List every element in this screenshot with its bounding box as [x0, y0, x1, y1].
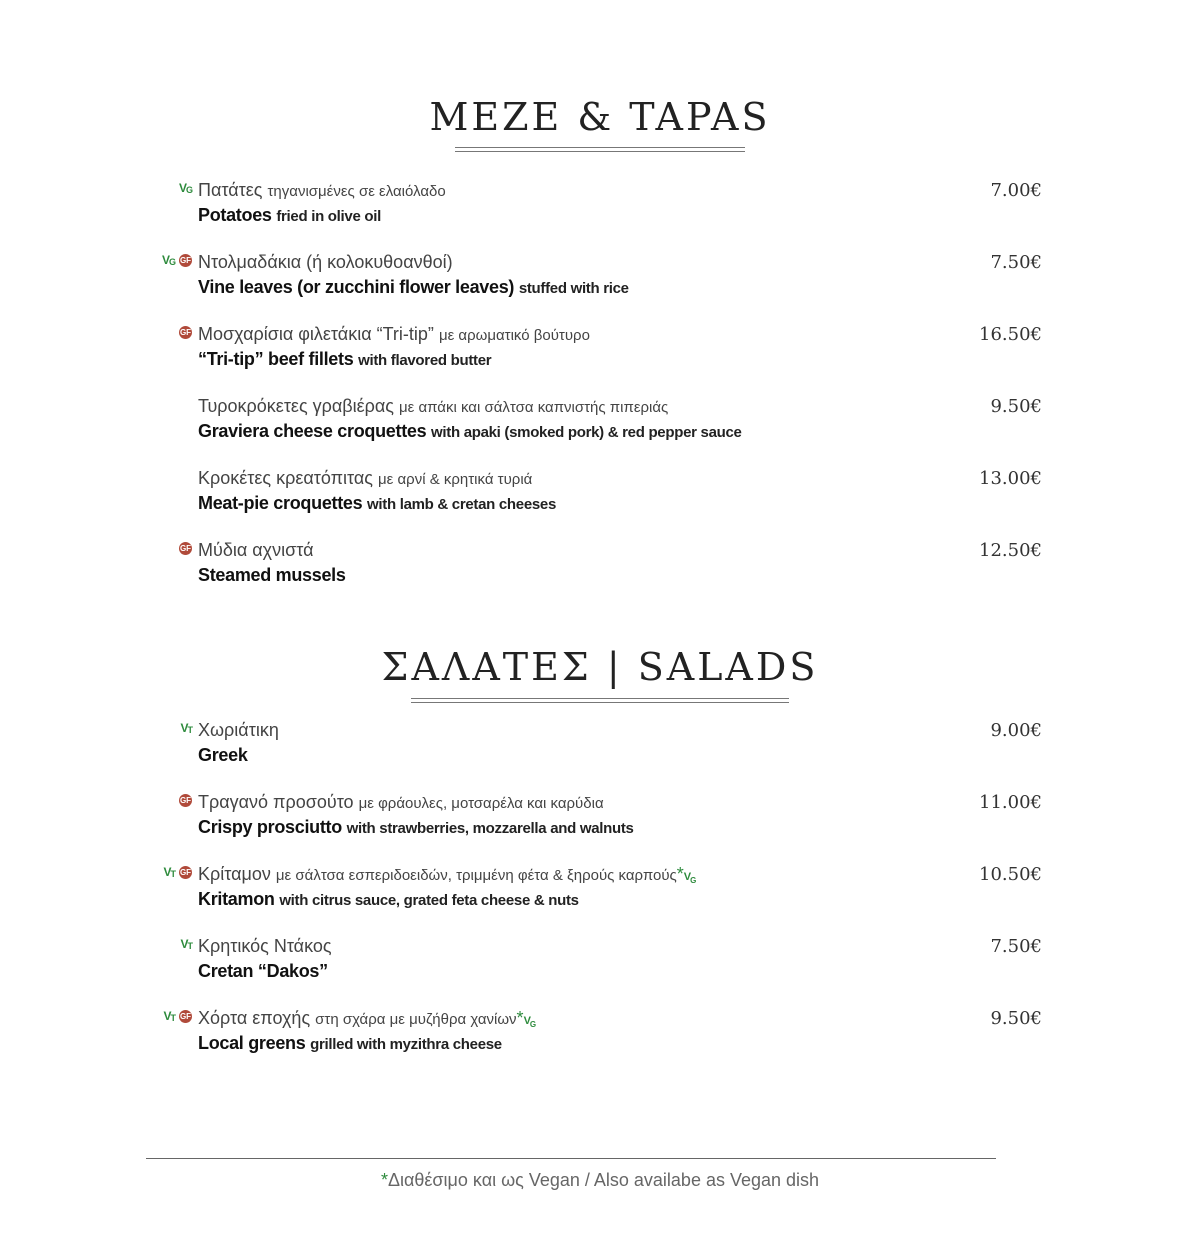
- menu-item: [0, 396, 1200, 456]
- item-greek-line: [198, 180, 446, 201]
- menu-item: [0, 180, 1200, 240]
- item-price: 10.50€: [979, 864, 1042, 885]
- item-english-desc: fried in olive oil: [276, 208, 381, 225]
- item-greek-desc: με αρνί & κρητικά τυριά: [378, 471, 533, 488]
- item-greek-line: [198, 1008, 535, 1029]
- gluten-free-icon: GF: [179, 794, 192, 807]
- item-greek-name: Χωριάτικη: [198, 720, 279, 740]
- menu-item: [0, 540, 1200, 600]
- item-english-name: Crispy prosciutto: [198, 817, 342, 837]
- diet-icons: [179, 326, 192, 339]
- item-greek-desc: τηγανισμένες σε ελαιόλαδο: [267, 183, 446, 200]
- vegan-option-icon: $V_G$: [683, 871, 696, 886]
- item-english-name: Local greens: [198, 1033, 306, 1053]
- diet-icons: [179, 542, 192, 555]
- title-underline: [455, 151, 745, 152]
- item-greek-line: [198, 252, 453, 273]
- diet-icons: [163, 1010, 192, 1023]
- item-english-name: Potatoes: [198, 205, 272, 225]
- item-greek-desc: με σάλτσα εσπεριδοειδών, τριμμένη φέτα & ξηρούς καρπούς: [275, 867, 677, 884]
- gluten-free-icon: GF: [179, 542, 192, 555]
- title-underline: [411, 702, 789, 703]
- gluten-free-icon: GF: [179, 326, 192, 339]
- item-price: 16.50€: [979, 324, 1042, 345]
- item-greek-line: [198, 864, 695, 885]
- vegan-star: *: [380, 1170, 388, 1190]
- item-price: 13.00€: [979, 468, 1042, 489]
- gluten-free-icon: GF: [179, 866, 192, 879]
- item-english-line: [198, 421, 742, 442]
- vegan-icon: $V_G$: [161, 253, 175, 267]
- vegan-option-icon: $V_G$: [523, 1015, 536, 1030]
- vegetarian-icon: $V_T$: [163, 1009, 175, 1023]
- item-greek-desc: με φράουλες, μοτσαρέλα και καρύδια: [358, 795, 604, 812]
- item-greek-desc: με απάκι και σάλτσα καπνιστής πιπεριάς: [399, 399, 669, 416]
- item-greek-name: Ντολμαδάκια (ή κολοκυθοανθοί): [198, 252, 453, 272]
- item-english-desc: with apaki (smoked pork) & red pepper sauce: [431, 424, 742, 441]
- title-underline: [455, 147, 745, 148]
- item-price: 7.50€: [990, 936, 1042, 957]
- item-english-line: [198, 349, 491, 370]
- diet-icons: [180, 938, 192, 951]
- item-english-desc: with lamb & cretan cheeses: [367, 496, 556, 513]
- vegan-option-star: *: [676, 864, 684, 884]
- item-greek-line: [198, 792, 604, 813]
- menu-item: [0, 792, 1200, 852]
- item-greek-desc: στη σχάρα με μυζήθρα χανίων: [315, 1011, 517, 1028]
- section-title-salads: ΣΑΛΑΤΕΣ | SALADS: [381, 645, 819, 689]
- item-english-line: [198, 745, 248, 766]
- item-english-line: [198, 961, 328, 982]
- item-price: 9.50€: [990, 396, 1042, 417]
- item-english-line: [198, 565, 346, 586]
- item-english-name: Graviera cheese croquettes: [198, 421, 427, 441]
- item-english-name: Steamed mussels: [198, 565, 346, 585]
- footer-divider: [146, 1158, 996, 1159]
- diet-icons: [180, 722, 192, 735]
- diet-icons: [179, 182, 192, 195]
- item-greek-name: Χόρτα εποχής: [198, 1008, 311, 1028]
- item-english-desc: grilled with myzithra cheese: [310, 1036, 502, 1053]
- menu-item: [0, 324, 1200, 384]
- item-greek-name: Κρίταμον: [198, 864, 271, 884]
- item-english-line: [198, 277, 629, 298]
- menu-item: [0, 720, 1200, 780]
- item-greek-line: [198, 540, 314, 561]
- item-english-name: Greek: [198, 745, 248, 765]
- item-greek-name: Κρητικός Ντάκος: [198, 936, 332, 956]
- menu-item: [0, 936, 1200, 996]
- item-price: 7.50€: [990, 252, 1042, 273]
- item-english-line: [198, 205, 381, 226]
- item-greek-name: Τραγανό προσούτο: [198, 792, 354, 812]
- vegan-icon: $V_G$: [178, 181, 192, 195]
- diet-icons: [163, 866, 192, 879]
- diet-icons: [162, 254, 192, 267]
- item-english-line: [198, 493, 556, 514]
- diet-icons: [179, 794, 192, 807]
- item-greek-name: Πατάτες: [198, 180, 263, 200]
- item-greek-line: [198, 936, 332, 957]
- item-greek-name: Τυροκρόκετες γραβιέρας: [198, 396, 394, 416]
- item-english-name: “Tri-tip” beef fillets: [198, 349, 354, 369]
- item-english-desc: with citrus sauce, grated feta cheese & nuts: [279, 892, 579, 909]
- item-english-name: Meat-pie croquettes: [198, 493, 363, 513]
- item-greek-name: Μοσχαρίσια φιλετάκια “Tri-tip”: [198, 324, 434, 344]
- item-english-line: [198, 1033, 502, 1054]
- item-greek-line: [198, 720, 279, 741]
- item-english-line: [198, 889, 579, 910]
- item-greek-name: Μύδια αχνιστά: [198, 540, 314, 560]
- item-english-name: Vine leaves (or zucchini flower leaves): [198, 277, 515, 297]
- vegetarian-icon: $V_T$: [180, 721, 192, 735]
- item-english-name: Kritamon: [198, 889, 275, 909]
- footer-note: [0, 1170, 1200, 1191]
- item-price: 7.00€: [990, 180, 1042, 201]
- item-greek-name: Κροκέτες κρεατόπιτας: [198, 468, 373, 488]
- vegetarian-icon: $V_T$: [180, 937, 192, 951]
- item-english-desc: with strawberries, mozzarella and walnuts: [346, 820, 634, 837]
- vegetarian-icon: $V_T$: [163, 865, 175, 879]
- item-greek-desc: με αρωματικό βούτυρο: [438, 327, 590, 344]
- item-english-name: Cretan “Dakos”: [198, 961, 328, 981]
- item-price: 9.50€: [990, 1008, 1042, 1029]
- item-greek-line: [198, 324, 590, 345]
- item-english-desc: with flavored butter: [358, 352, 492, 369]
- menu-item: [0, 468, 1200, 528]
- menu-item: [0, 252, 1200, 312]
- title-underline: [411, 698, 789, 699]
- section-title-meze: MEZE & TAPAS: [429, 95, 771, 139]
- menu-item: [0, 1008, 1200, 1068]
- gluten-free-icon: GF: [179, 254, 192, 267]
- footer-note-text: Διαθέσιμο και ως Vegan / Also availabe as Vegan dish: [387, 1170, 820, 1190]
- menu-item: [0, 864, 1200, 924]
- item-english-desc: stuffed with rice: [518, 280, 629, 297]
- vegan-option-star: *: [516, 1008, 524, 1028]
- item-price: 11.00€: [979, 792, 1042, 813]
- item-price: 9.00€: [990, 720, 1042, 741]
- item-greek-line: [198, 468, 532, 489]
- item-price: 12.50€: [979, 540, 1042, 561]
- gluten-free-icon: GF: [179, 1010, 192, 1023]
- item-english-line: [198, 817, 634, 838]
- item-greek-line: [198, 396, 668, 417]
